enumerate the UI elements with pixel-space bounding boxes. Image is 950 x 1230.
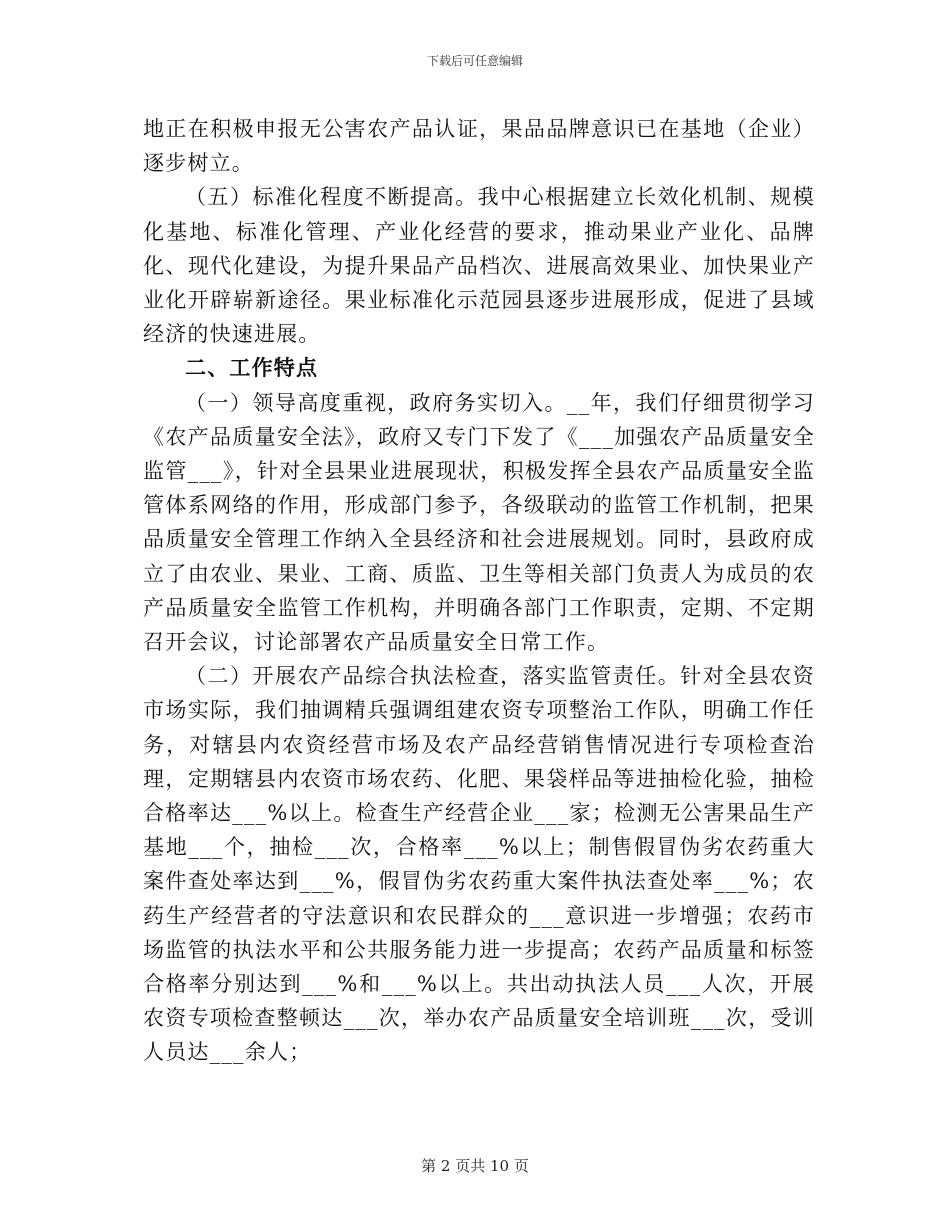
section-heading-work-features: 二、工作特点 <box>185 356 319 381</box>
page-header: 下载后可任意编辑 <box>426 54 523 68</box>
document-body <box>143 112 815 1070</box>
paragraph-continuation: 地正在积极申报无公害农产品认证，果品品牌意识已在基地（企业）逐步树立。 <box>143 117 815 176</box>
paragraph-item-one: （一）领导高度重视，政府务实切入。__年，我们仔细贯彻学习《农产品质量安全法》，政府又专门下发了《___加强农产品质量安全监管___》，针对全县果业进展现状，积极发挥全县农产品质量安全监管体系网络的作用，形成部门参予，各级联动的监管工作机制，把果品质量安全管理工作纳入全县经济和社会进展规划。同时，县政府成立了由农业、果业、工商、质监、卫生等相关部门负责人为成员的农产品质量安全监管工作机构，并明确各部门工作职责，定期、不定期召开会议，讨论部署农产品质量安全日常工作。 <box>143 390 815 655</box>
paragraph-item-two: （二）开展农产品综合执法检查，落实监管责任。针对全县农资市场实际，我们抽调精兵强调组建农资专项整治工作队，明确工作任务，对辖县内农资经营市场及农产品经营销售情况进行专项检查治理，定期辖县内农资市场农药、化肥、果袋样品等进抽检化验，抽检合格率达___%以上。检查生产经营企业___家；检测无公害果品生产基地___个，抽检___次，合格率___%以上；制售假冒伪劣农药重大案件查处率达到___%，假冒伪劣农药重大案件执法查处率___%；农药生产经营者的守法意识和农民群众的___意识进一步增强；农药市场监管的执法水平和公共服务能力进一步提高；农药产品质量和标签合格率分别达到___%和___%以上。共出动执法人员___人次，开展农资专项检查整顿达___次，举办农产品质量安全培训班___次，受训人员达___余人； <box>143 664 815 1065</box>
paragraph-section-five: （五）标准化程度不断提高。我中心根据建立长效化机制、规模化基地、标准化管理、产业化经营的要求，推动果业产业化、品牌化、现代化建设，为提升果品产品档次、进展高效果业、加快果业产业化开辟崭新途径。果业标准化示范园县逐步进展形成，促进了县域经济的快速进展。 <box>143 185 815 347</box>
page-footer: 第 2 页共 10 页 <box>421 1157 529 1175</box>
